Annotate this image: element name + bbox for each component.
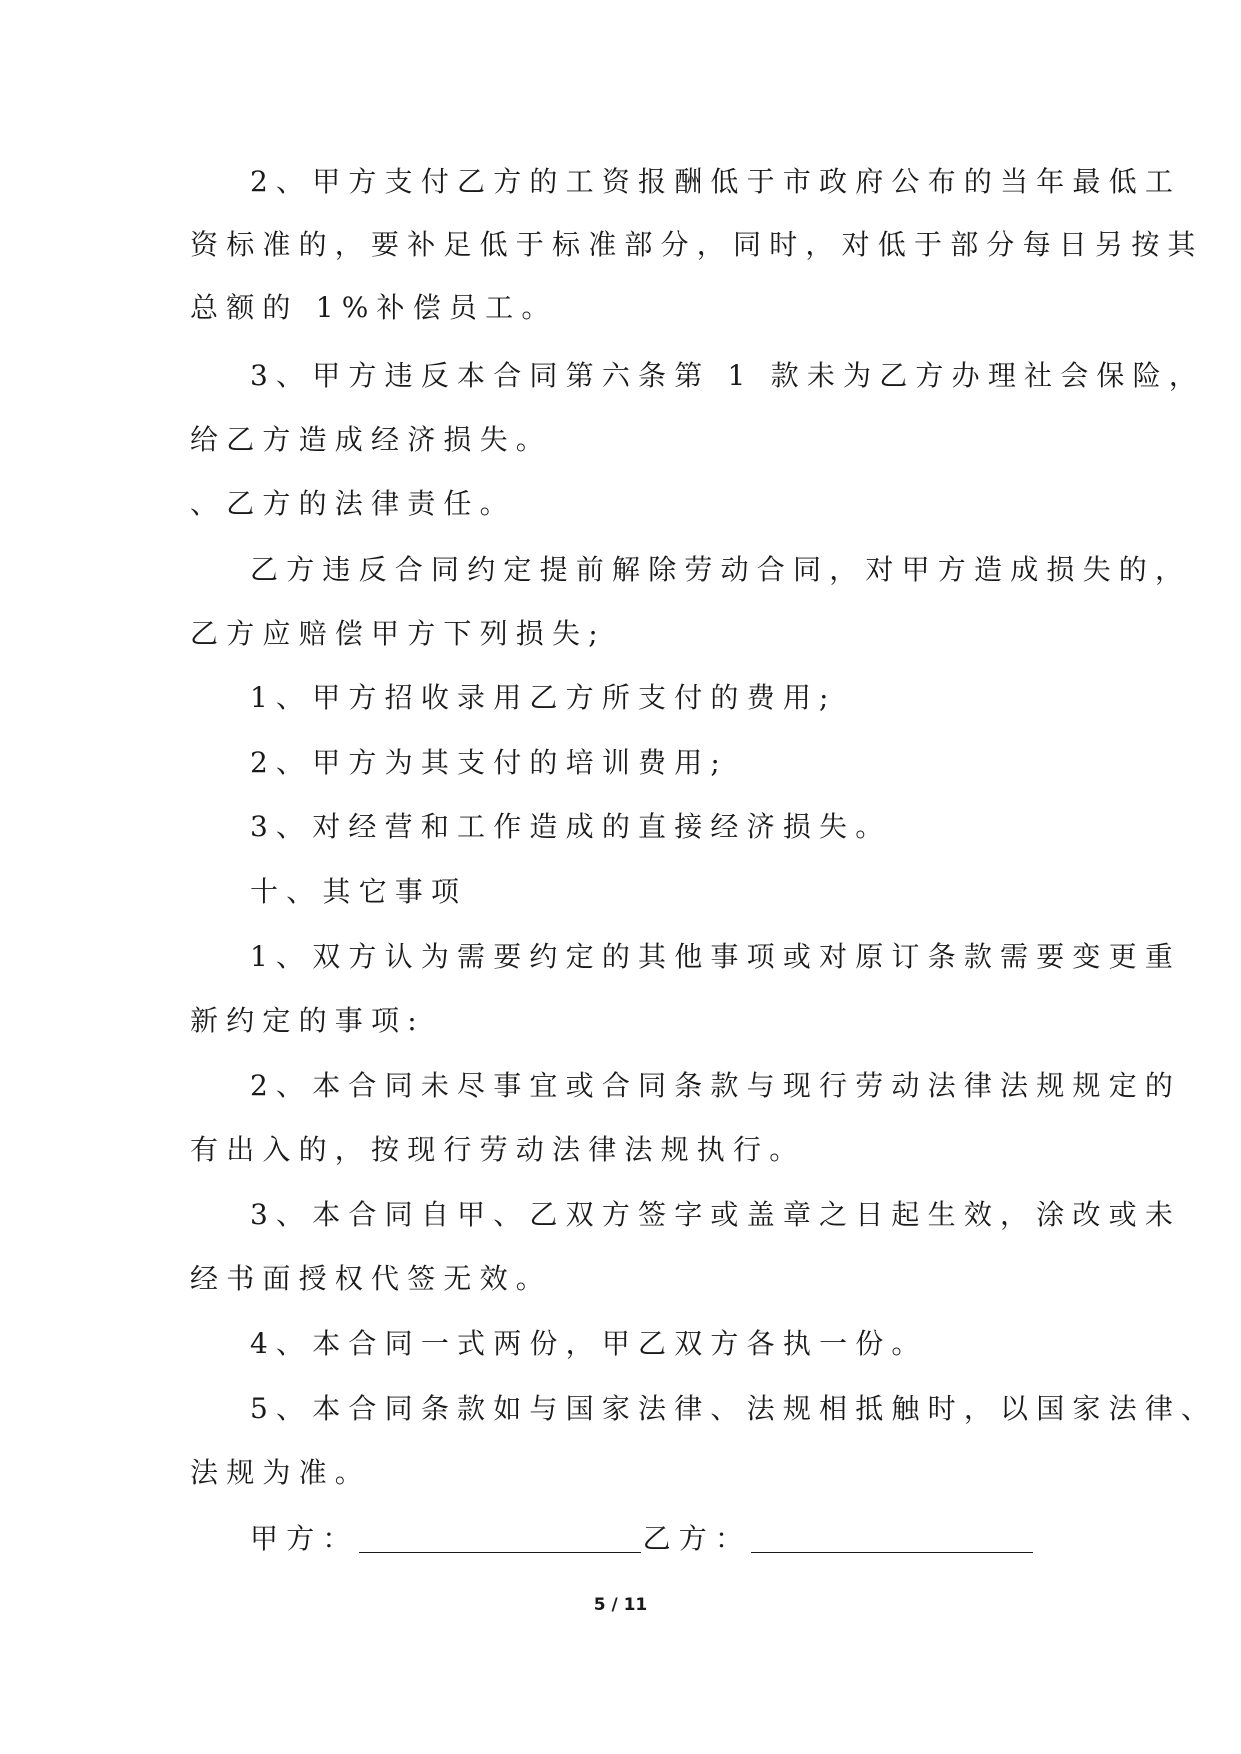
paragraph-line: 3、甲方违反本合同第六条第 1 款未为乙方办理社会保险， (250, 359, 1206, 392)
signature-row (250, 1519, 1035, 1559)
paragraph-line: 1、双方认为需要约定的其他事项或对原订条款需要变更重 (250, 940, 1182, 973)
list-item: 3、对经营和工作造成的直接经济损失。 (250, 810, 892, 843)
section-heading: 、乙方的法律责任。 (190, 487, 516, 520)
list-item: 1、甲方招收录用乙方所支付的费用; (250, 681, 837, 714)
party-a-signature-blank (359, 1522, 641, 1553)
paragraph-line: 经书面授权代签无效。 (190, 1262, 553, 1295)
paragraph-line: 5、本合同条款如与国家法律、法规相抵触时，以国家法律、 (250, 1392, 1218, 1425)
paragraph-line: 给乙方造成经济损失。 (190, 423, 553, 456)
paragraph-line: 2、甲方支付乙方的工资报酬低于市政府公布的当年最低工 (250, 165, 1182, 198)
party-b-signature-blank (751, 1522, 1033, 1553)
paragraph-line: 2、本合同未尽事宜或合同条款与现行劳动法律法规规定的 (250, 1069, 1182, 1102)
paragraph-line: 法规为准。 (190, 1456, 372, 1489)
page-number: 5 / 11 (593, 1595, 648, 1615)
paragraph-line: 4、本合同一式两份，甲乙双方各执一份。 (250, 1327, 928, 1360)
paragraph-line: 总额的 1%补偿员工。 (190, 291, 558, 324)
paragraph-line: 新约定的事项: (190, 1004, 425, 1037)
section-heading: 十、其它事项 (250, 875, 468, 908)
party-a-label: 甲方： (250, 1522, 359, 1555)
list-item: 2、甲方为其支付的培训费用; (250, 746, 729, 779)
paragraph-line: 有出入的，按现行劳动法律法规执行。 (190, 1133, 806, 1166)
paragraph-line: 3、本合同自甲、乙双方签字或盖章之日起生效，涂改或未 (250, 1198, 1182, 1231)
paragraph-line: 乙方应赔偿甲方下列损失; (190, 617, 606, 650)
paragraph-line: 资标准的，要补足低于标准部分，同时，对低于部分每日另按其 (190, 228, 1204, 261)
paragraph-line: 乙方违反合同约定提前解除劳动合同，对甲方造成损失的， (250, 553, 1192, 586)
party-b-label: 乙方： (642, 1522, 752, 1555)
